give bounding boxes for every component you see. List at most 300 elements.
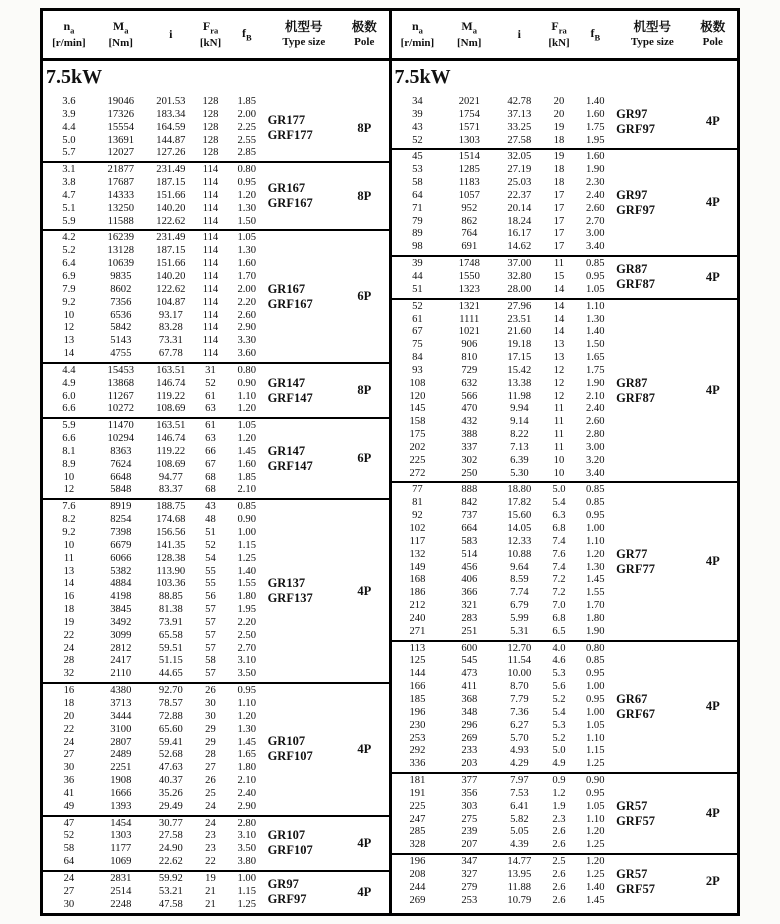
cell-fra: 114 [202,177,219,189]
table-row [392,109,617,122]
cell-ma: 368 [461,693,478,705]
table-row [392,391,617,404]
header-i [495,27,543,43]
table-row [43,566,268,579]
cell-fb: 2.70 [237,642,256,654]
cell-fra: 51 [205,527,216,538]
row-group [392,483,738,641]
cell-ma: 1666 [110,787,132,799]
cell-fb: 2.50 [237,629,256,641]
cell-na: 24 [63,736,75,748]
cell-fb: 3.10 [237,830,256,842]
cell-fra: 66 [205,445,216,457]
cell-fra: 7.4 [552,561,566,573]
cell-na: 12 [63,484,75,496]
cell-ma: 1754 [458,108,480,120]
table-row [392,758,617,771]
cell-fra: 11 [553,441,565,453]
table-row [43,775,268,788]
cell-ma: 3713 [110,697,132,709]
cell-i: 27.58 [158,830,183,842]
cell-ma: 17326 [107,108,135,120]
table-row [43,147,268,160]
cell-na: 14 [63,578,75,590]
cell-fra: 6.5 [552,625,566,637]
cell-na: 225 [409,454,426,466]
cell-fb: 0.95 [585,787,605,799]
table-row [43,801,268,814]
cell-i: 10.88 [507,548,532,560]
cell-i: 7.13 [510,441,529,453]
cell-na: 328 [409,839,426,851]
cell-ma: 13128 [107,245,135,257]
cell-na: 9.2 [62,296,76,308]
cell-ma: 764 [461,228,478,240]
cell-ma: 842 [461,497,478,509]
cell-ma: 8254 [110,514,132,526]
cell-na: 5.9 [62,215,76,227]
group-rows [392,774,617,853]
cell-i: 122.62 [156,215,186,227]
cell-fb: 0.80 [237,164,256,176]
cell-fb: 2.25 [237,121,256,133]
table-row [392,442,617,455]
cell-fra: 19 [553,121,565,133]
cell-fra: 21 [205,898,216,910]
cell-fb: 0.95 [237,177,256,189]
cell-i: 187.15 [156,177,186,189]
cell-na: 5.9 [62,420,76,432]
cell-fra: 26 [205,775,216,787]
cell-na: 120 [409,390,426,402]
header-fb-subscript: B [245,32,252,43]
type-size-line-2: GRF137 [267,591,313,606]
cell-fra: 43 [205,501,216,513]
cell-na: 240 [409,612,426,624]
table-row [392,497,617,510]
cell-i: 231.49 [156,164,186,176]
cell-i: 151.66 [156,258,186,270]
cell-i: 30.77 [158,817,183,829]
table-row [392,468,617,481]
cell-ma: 7624 [110,458,132,470]
cell-i: 42.78 [507,96,532,107]
cell-fb: 1.60 [237,258,256,270]
type-size-line-2: GRF107 [267,843,313,858]
cell-ma: 253 [461,894,478,906]
table-row [43,578,268,591]
table-row [43,190,268,203]
cell-fra: 20 [553,96,565,107]
cell-i: 65.60 [158,723,183,735]
cell-fra: 128 [202,121,219,133]
cell-i: 4.29 [510,758,529,770]
table-row [43,297,268,310]
header-ma-symbol: M [112,18,125,33]
cell-fb: 1.75 [585,364,605,376]
cell-ma: 545 [461,655,478,667]
cell-fra: 11 [553,429,565,441]
cell-fb: 1.15 [585,745,605,757]
cell-i: 73.91 [158,616,183,628]
cell-ma: 456 [461,561,478,573]
group-rows [43,872,268,913]
table-row [43,232,268,245]
cell-ma: 862 [461,215,478,227]
cell-ma: 5842 [110,322,132,334]
cell-na: 196 [409,706,426,718]
cell-fb: 0.90 [237,377,256,389]
cell-fb: 1.45 [585,574,605,586]
cell-fra: 6.8 [552,523,566,534]
cell-na: 175 [409,429,426,441]
cell-i: 37.13 [507,108,532,120]
cell-fb: 2.55 [237,134,256,146]
table-row [392,694,617,707]
cell-na: 6.6 [62,433,76,445]
cell-fra: 14 [553,283,565,295]
cell-fb: 1.00 [585,523,605,534]
table-row [43,484,268,497]
power-section-label: 7.5kW [46,66,103,88]
cell-fra: 58 [205,655,216,667]
cell-ma: 1748 [458,258,480,270]
cell-fb: 2.20 [237,616,256,628]
cell-fb: 0.85 [585,258,605,270]
cell-ma: 1323 [458,283,480,295]
cell-i: 103.36 [156,578,186,590]
cell-fra: 2.3 [552,813,566,825]
table-row [392,241,617,254]
cell-fra: 57 [205,616,216,628]
header-fra [195,19,226,51]
group-rows [43,500,268,682]
cell-fra: 67 [205,458,216,470]
row-group [392,642,738,774]
cell-fra: 7.4 [552,535,566,547]
table-row [43,630,268,643]
header-fb-subscript: B [594,32,601,43]
header-na [43,19,95,51]
table-row [43,711,268,724]
table-row [43,843,268,856]
table-row [43,604,268,617]
cell-na: 181 [409,775,426,787]
cell-fra: 128 [202,96,219,107]
type-size-label [268,872,341,913]
cell-fra: 17 [553,228,565,240]
cell-i: 18.24 [507,215,532,227]
cell-fra: 25 [205,787,216,799]
cell-ma: 1069 [110,856,132,868]
cell-fb: 2.90 [237,800,256,812]
cell-ma: 239 [461,826,478,838]
header-fra-symbol: F [551,18,559,33]
cell-fb: 1.10 [585,732,605,744]
cell-fra: 4.6 [552,655,566,667]
cell-fra: 26 [205,685,216,697]
cell-na: 3.6 [62,96,76,107]
cell-i: 32.05 [507,151,532,163]
cell-fb: 0.80 [585,642,605,654]
table-row [392,523,617,536]
table-row [43,122,268,135]
cell-fb: 3.10 [237,655,256,667]
cell-fb: 0.85 [237,501,256,513]
cell-na: 285 [409,826,426,838]
cell-fra: 12 [553,377,565,389]
cell-fra: 128 [202,147,219,159]
cell-ma: 729 [461,364,478,376]
cell-i: 18.80 [507,484,532,496]
cell-ma: 1454 [110,817,132,829]
header-fra-unit: [kN] [199,37,222,50]
cell-na: 39 [412,108,423,120]
cell-i: 19.18 [507,339,532,351]
cell-fra: 68 [205,484,216,496]
cell-i: 8.22 [510,429,529,441]
cell-fb: 1.40 [585,96,605,107]
table-row [392,826,617,839]
cell-na: 98 [412,241,423,253]
cell-na: 12 [63,322,75,334]
cell-ma: 1183 [458,177,480,189]
pole-label: 4P [705,114,720,129]
cell-na: 52 [63,830,75,842]
cell-fb: 1.90 [585,625,605,637]
cell-i: 5.82 [510,813,529,825]
cell-fb: 1.25 [585,839,605,851]
cell-i: 4.93 [510,745,529,757]
cell-i: 65.58 [158,629,183,641]
cell-fra: 114 [202,348,219,360]
cell-i: 122.62 [156,283,186,295]
cell-fb: 2.10 [237,484,256,496]
cell-fra: 2.6 [552,826,566,838]
cell-ma: 691 [461,241,478,253]
table-row [43,177,268,190]
cell-i: 8.59 [510,574,529,586]
cell-i: 78.57 [158,697,183,709]
spec-table-body [392,95,738,913]
pole-label: 4P [357,583,372,598]
table-row [43,553,268,566]
cell-fra: 19 [553,151,565,163]
cell-fra: 11 [553,403,565,415]
cell-ma: 1021 [458,326,480,338]
cell-ma: 473 [461,668,478,680]
cell-ma: 203 [461,758,478,770]
type-size-label [268,500,341,682]
cell-ma: 2417 [110,655,132,667]
cell-ma: 21877 [107,164,135,176]
cell-ma: 5848 [110,484,132,496]
cell-na: 272 [409,467,426,479]
cell-ma: 348 [461,706,478,718]
cell-fra: 13 [553,352,565,364]
cell-fb: 1.30 [237,202,256,214]
cell-na: 132 [409,548,426,560]
table-row [43,271,268,284]
pole-label: 8P [357,383,372,398]
cell-na: 7.6 [62,501,76,513]
cell-fb: 1.80 [237,591,256,603]
table-row [43,788,268,801]
header-fra-subscript: ra [210,25,219,36]
cell-fb: 1.10 [237,390,256,402]
header-fra-symbol: F [202,18,211,33]
table-row [392,314,617,327]
cell-ma: 3444 [110,710,132,722]
cell-na: 19 [63,616,75,628]
group-rows [392,257,617,298]
header-pole-en: Pole [702,36,723,49]
table-row [392,301,617,314]
cell-fb: 1.45 [237,736,256,748]
table-row [392,326,617,339]
cell-fb: 1.50 [585,339,605,351]
cell-ma: 406 [461,574,478,586]
cell-ma: 4755 [110,348,132,360]
cell-ma: 1571 [458,121,480,133]
cell-i: 59.41 [158,736,183,748]
cell-fra: 114 [202,245,219,257]
cell-fra: 6.8 [552,612,566,624]
cell-ma: 251 [461,625,478,637]
cell-ma: 4884 [110,578,132,590]
type-size-line-1: GR57 [616,866,648,881]
cell-i: 8.70 [510,681,529,693]
cell-fb: 1.05 [237,420,256,432]
table-row [392,429,617,442]
cell-fra: 19 [205,872,216,884]
cell-fb: 0.80 [237,364,256,376]
row-group [43,872,389,913]
cell-fra: 18 [553,134,565,146]
header-ma-symbol: M [461,18,473,33]
cell-na: 225 [409,800,426,812]
cell-i: 17.82 [507,497,532,509]
header-ma-unit: [Nm] [457,37,482,50]
type-size-label [268,95,341,161]
header-na [392,19,444,51]
cell-na: 79 [412,215,423,227]
cell-fb: 1.65 [585,352,605,364]
cell-ma: 250 [461,467,478,479]
cell-fra: 18 [553,164,565,176]
cell-fra: 24 [205,817,216,829]
cell-i: 88.85 [158,591,183,603]
cell-na: 64 [63,856,75,868]
type-size-line-2: GRF107 [267,749,313,764]
cell-fra: 57 [205,642,216,654]
cell-i: 7.74 [510,587,529,599]
cell-fra: 22 [205,856,216,868]
table-row [43,762,268,775]
group-rows [392,150,617,255]
cell-fb: 1.30 [237,245,256,257]
cell-ma: 10294 [107,433,135,445]
cell-ma: 1303 [458,134,480,146]
table-row [392,177,617,190]
cell-na: 247 [409,813,426,825]
cell-fra: 7.6 [552,548,566,560]
cell-i: 10.00 [507,668,532,680]
cell-fra: 15 [553,270,565,282]
cell-fb: 2.80 [585,429,605,441]
cell-fb: 0.95 [585,270,605,282]
cell-fra: 5.6 [552,681,566,693]
type-size-line-1: GR97 [267,877,299,892]
cell-ma: 13250 [107,202,135,214]
cell-na: 4.9 [62,377,76,389]
cell-fb: 1.20 [237,403,256,415]
pole-label: 6P [357,451,372,466]
type-size-label [268,231,341,361]
cell-fra: 2.6 [552,881,566,893]
cell-i: 119.22 [156,390,186,402]
header-na-subscript: a [70,25,75,36]
table-row [43,886,268,899]
cell-na: 64 [412,189,423,201]
cell-na: 10 [63,309,75,321]
cell-ma: 2831 [110,872,132,884]
type-size-line-2: GRF147 [267,458,313,473]
table-row [392,562,617,575]
type-size-line-1: GR167 [267,181,306,196]
table-row [43,433,268,446]
cell-i: 188.75 [156,501,186,513]
table-row [43,378,268,391]
cell-fb: 1.00 [237,527,256,538]
cell-fra: 55 [205,565,216,577]
cell-fb: 2.10 [585,390,605,402]
table-row [392,600,617,613]
table-row [43,403,268,416]
cell-fb: 3.00 [585,228,605,240]
cell-na: 271 [409,625,426,637]
cell-fra: 29 [205,723,216,735]
group-rows [392,300,617,482]
table-row [392,655,617,668]
table-row [43,310,268,323]
cell-na: 18 [63,604,75,616]
table-row [392,549,617,562]
header-type-size [268,19,341,50]
cell-fb: 1.30 [585,313,605,325]
header-na-subscript: a [418,25,423,36]
cell-fb: 1.25 [585,758,605,770]
cell-ma: 5143 [110,335,132,347]
cell-na: 13 [63,565,75,577]
spec-table-left [43,11,389,913]
table-row [392,258,617,271]
cell-ma: 9835 [110,270,132,282]
cell-na: 67 [412,326,423,338]
cell-na: 75 [412,339,423,351]
header-type-en: Type size [282,36,326,49]
header-pole-cn: 极数 [700,20,726,35]
header-type-cn: 机型号 [633,20,672,35]
cell-fb: 0.85 [585,484,605,496]
table-row [43,899,268,912]
cell-na: 4.4 [62,364,76,376]
cell-na: 92 [412,510,423,522]
table-row [392,378,617,391]
cell-fb: 2.40 [237,787,256,799]
cell-na: 145 [409,403,426,415]
table-row [43,135,268,148]
